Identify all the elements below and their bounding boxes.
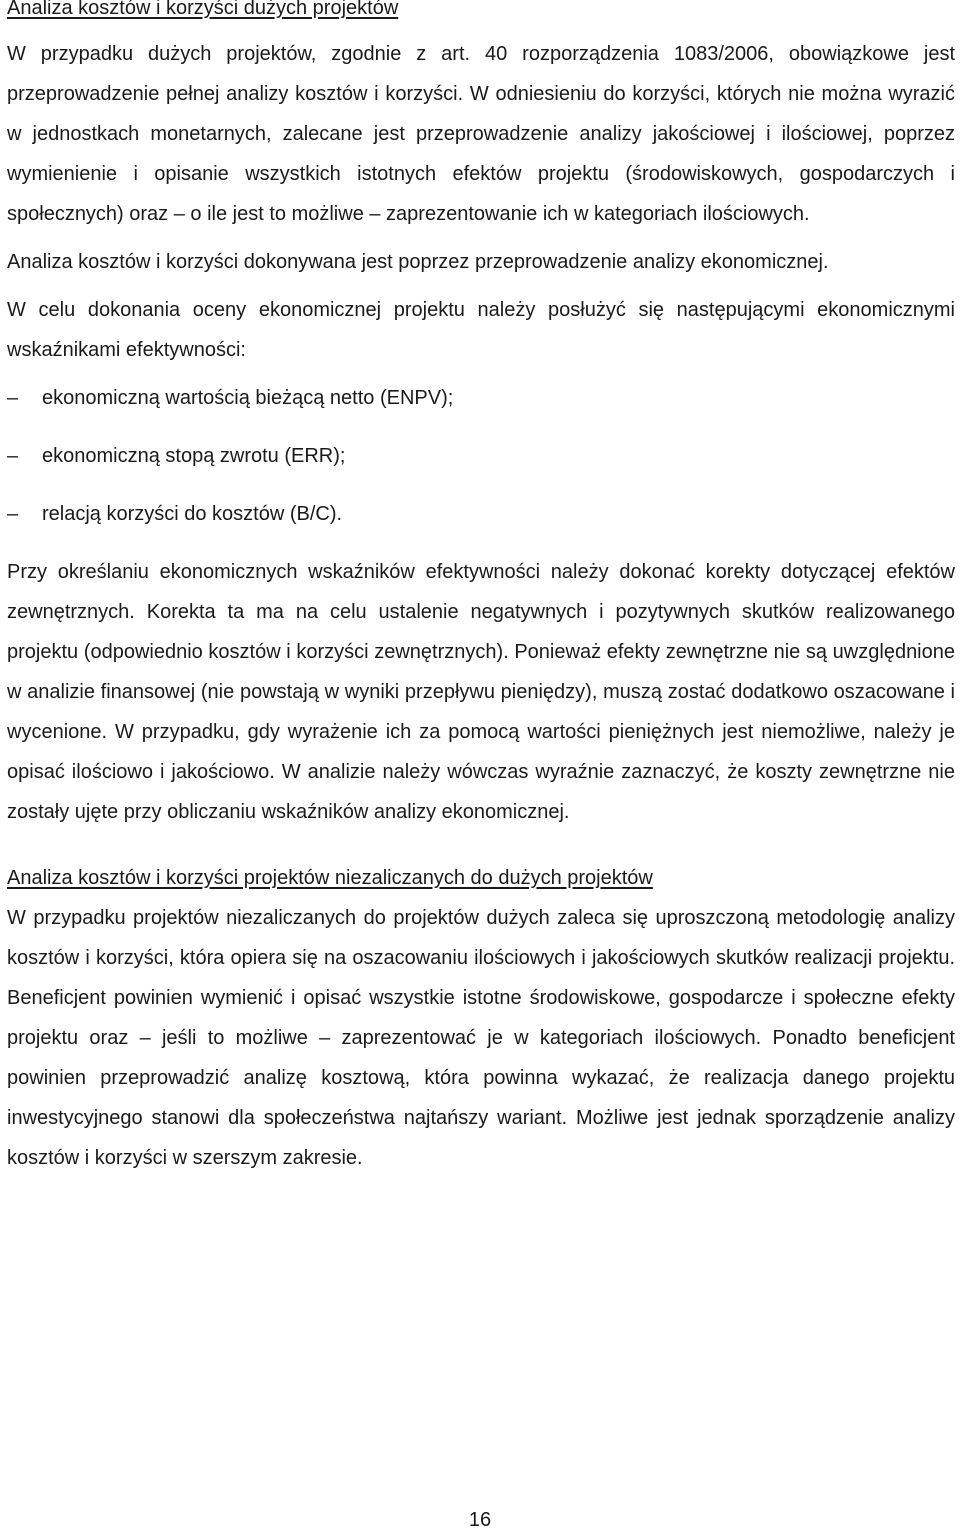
list-item-text: ekonomiczną wartością bieżącą netto (ENPV); xyxy=(42,387,454,409)
page-number: 16 xyxy=(468,1509,492,1531)
paragraph-indicators-intro: W celu dokonania oceny ekonomicznej projektu należy posłużyć się następującymi ekonomicznymi wskaźnikami efektywności: xyxy=(7,299,955,361)
paragraph-external-effects: Przy określaniu ekonomicznych wskaźników efektywności należy dokonać korekty dotyczącej efektów zewnętrznych. Korekta ta ma na celu ustalenie negatywnych i pozytywnych skutków realizowanego projektu (odpowiednio kosztów i korzyści zewnętrznych). Ponieważ efekty zewnętrzne nie są uwzględnione w analizie finansowej (nie powstają w wyniki przepływu pieniędzy), muszą zostać dodatkowo oszacowane i wycenione. W przypadku, gdy wyrażenie ich za pomocą wartości pieniężnych jest niemożliwe, należy je opisać ilościowo i jakościowo. W analizie należy wówczas wyraźnie zaznaczyć, że koszty zewnętrzne nie zostały ujęte przy obliczaniu wskaźników analizy ekonomicznej. xyxy=(7,561,955,823)
list-item-text: relacją korzyści do kosztów (B/C). xyxy=(42,503,343,525)
list-dash: – xyxy=(7,445,19,467)
section-heading-small-projects: Analiza kosztów i korzyści projektów niezaliczanych do dużych projektów xyxy=(7,867,653,889)
section-heading-large-projects: Analiza kosztów i korzyści dużych projektów xyxy=(7,0,399,19)
paragraph-economic-analysis: Analiza kosztów i korzyści dokonywana jest poprzez przeprowadzenie analizy ekonomicznej. xyxy=(7,251,829,273)
document-page xyxy=(7,0,955,1186)
list-dash: – xyxy=(7,503,19,525)
paragraph-intro: W przypadku dużych projektów, zgodnie z art. 40 rozporządzenia 1083/2006, obowiązkowe jest przeprowadzenie pełnej analizy kosztów i korzyści. W odniesieniu do korzyści, których nie można wyrazić w jednostkach monetarnych, zalecane jest przeprowadzenie analizy jakościowej i ilościowej, poprzez wymienienie i opisanie wszystkich istotnych efektów projektu (środowiskowych, gospodarczych i społecznych) oraz – o ile jest to możliwe – zaprezentowanie ich w kategoriach ilościowych. xyxy=(7,43,955,225)
paragraph-simplified-methodology: W przypadku projektów niezaliczanych do projektów dużych zaleca się uproszczoną metodologię analizy kosztów i korzyści, która opiera się na oszacowaniu ilościowych i jakościowych skutków realizacji projektu. Beneficjent powinien wymienić i opisać wszystkie istotne środowiskowe, gospodarcze i społeczne efekty projektu oraz – jeśli to możliwe – zaprezentować je w kategoriach ilościowych. Ponadto beneficjent powinien przeprowadzić analizę kosztową, która powinna wykazać, że realizacja danego projektu inwestycyjnego stanowi dla społeczeństwa najtańszy wariant. Możliwe jest jednak sporządzenie analizy kosztów i korzyści w szerszym zakresie. xyxy=(7,907,955,1169)
list-item xyxy=(7,494,955,534)
indicator-list xyxy=(7,378,955,534)
list-item xyxy=(7,436,955,476)
list-item-text: ekonomiczną stopą zwrotu (ERR); xyxy=(42,445,346,467)
list-dash: – xyxy=(7,387,19,409)
list-item xyxy=(7,378,955,418)
